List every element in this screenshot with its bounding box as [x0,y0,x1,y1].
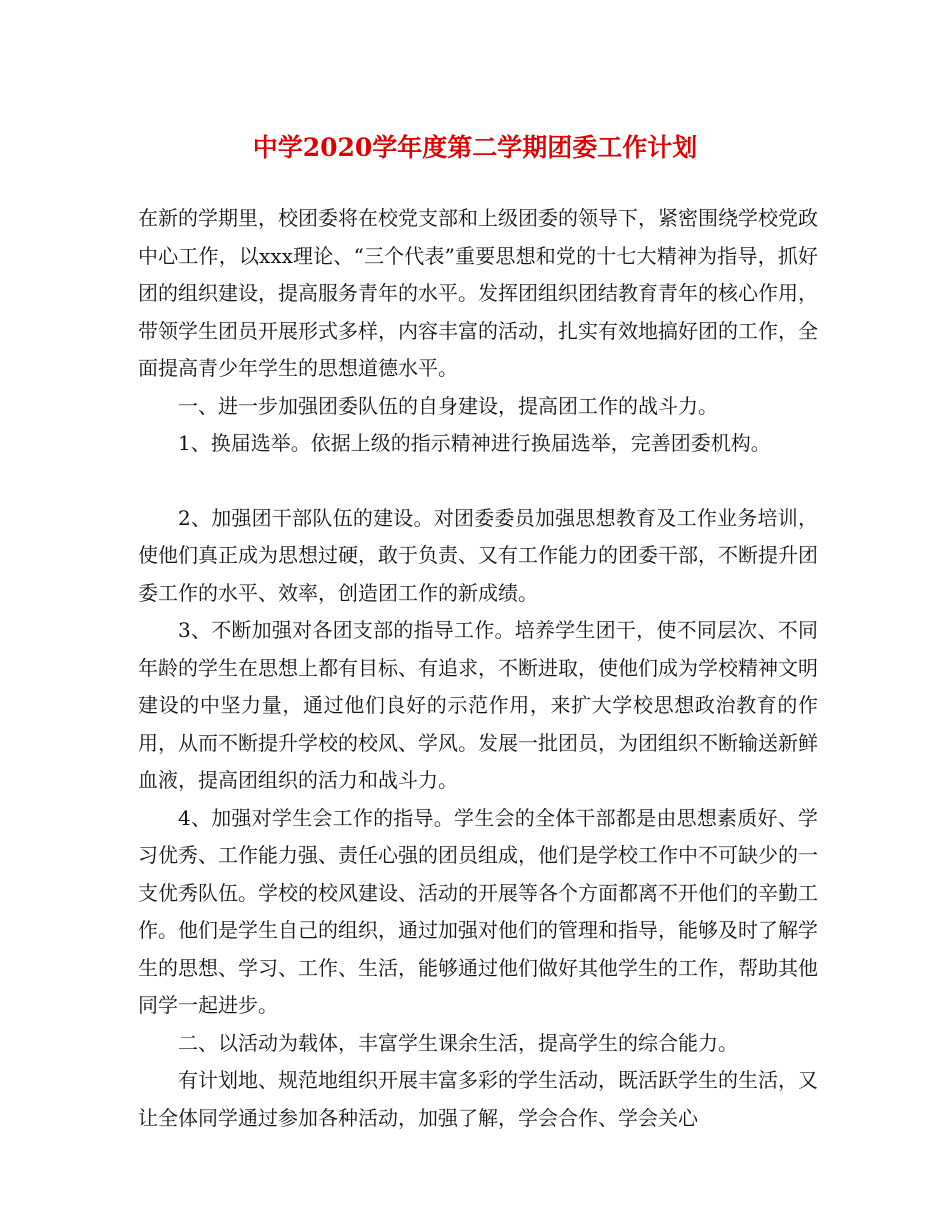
paragraph-section-2-body: 有计划地、规范地组织开展丰富多彩的学生活动，既活跃学生的生活，又让全体同学通过参加各种活动，加强了解，学会合作、学会关心 [138,1068,818,1130]
paragraph-item-1: 1、换届选举。依据上级的指示精神进行换届选举，完善团委机构。 [178,431,771,455]
paragraph-item-4: 4、加强对学生会工作的指导。学生会的全体干部都是由思想素质好、学习优秀、工作能力强、责任心强的团员组成，他们是学校工作中不可缺少的一支优秀队伍。学校的校风建设、活动的开展等各个方面都离不开他们的辛勤工作。他们是学生自己的组织，通过加强对他们的管理和指导，能够及时了解学生的思想、学习、工作、生活，能够通过他们做好其他学生的工作，帮助其他同学一起进步。 [138,805,818,1017]
paragraph-section-1-heading: 一、进一步加强团委队伍的自身建设，提高团工作的战斗力。 [178,393,718,418]
document-body [138,200,818,1137]
paragraph-item-2: 2、加强团干部队伍的建设。对团委委员加强思想教育及工作业务培训，使他们真正成为思想过硬，敢于负责、又有工作能力的团委干部，不断提升团委工作的水平、效率，创造团工作的新成绩。 [138,505,818,605]
document-title: 中学2020学年度第二学期团委工作计划 [252,133,698,162]
paragraph-item-3: 3、不断加强对各团支部的指导工作。培养学生团干，使不同层次、不同年龄的学生在思想上都有目标、有追求，不断进取，使他们成为学校精神文明建设的中坚力量，通过他们良好的示范作用，来扩大学校思想政治教育的作用，从而不断提升学校的校风、学风。发展一批团员，为团组织不断输送新鲜血液，提高团组织的活力和战斗力。 [138,618,818,792]
paragraph-section-2-heading: 二、以活动为载体，丰富学生课余生活，提高学生的综合能力。 [178,1030,738,1055]
paragraph-intro: 在新的学期里，校团委将在校党支部和上级团委的领导下，紧密围绕学校党政中心工作，以xxx理论、“三个代表”重要思想和党的十七大精神为指导，抓好团的组织建设，提高服务青年的水平。发挥团组织团结教育青年的核心作用，带领学生团员开展形式多样，内容丰富的活动，扎实有效地搞好团的工作，全面提高青少年学生的思想道德水平。 [138,206,818,380]
